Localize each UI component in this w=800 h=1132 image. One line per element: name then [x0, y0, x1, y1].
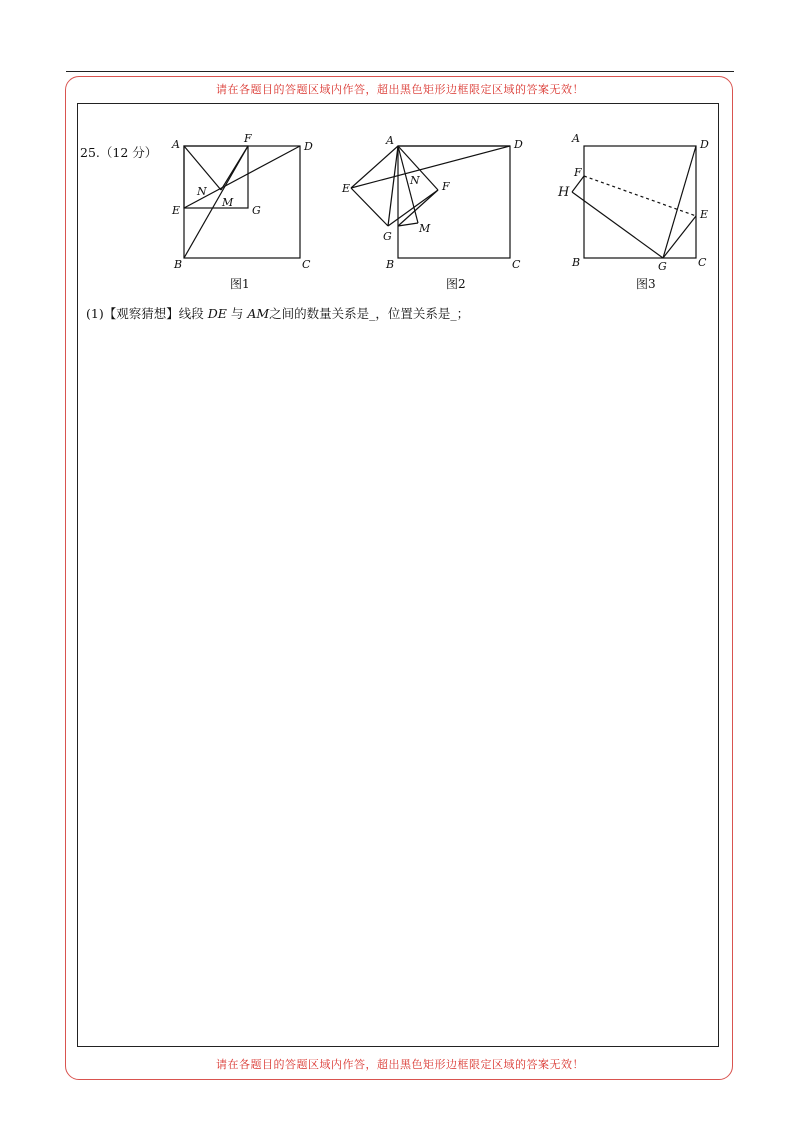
fig3-point: H — [558, 185, 570, 200]
geometry-figures — [170, 128, 710, 298]
figure-2 — [351, 146, 510, 258]
fig3-point: G — [658, 260, 667, 273]
fig2-point: N — [410, 174, 420, 187]
fig3-point: D — [700, 138, 709, 151]
fig1-point: F — [244, 132, 252, 145]
part1-suffix: 之间的数量关系是_，位置关系是_； — [269, 306, 470, 321]
fig2-caption: 图2 — [446, 277, 466, 291]
fig1-point: C — [302, 258, 311, 271]
fig2-point: A — [386, 134, 394, 147]
fig2-point: C — [512, 258, 521, 271]
fig2-point: F — [442, 180, 450, 193]
fig1-caption: 图1 — [230, 277, 250, 291]
fig3-point: E — [700, 208, 709, 221]
question-number: 25.（12 分） — [80, 145, 158, 160]
fig3-point: B — [572, 256, 581, 269]
part1-prefix: (1)【观察猜想】线段 — [86, 306, 204, 321]
warning-bottom: 请在各题目的答题区域内作答，超出黑色矩形边框限定区域的答案无效！ — [216, 1058, 584, 1071]
fig2-point: G — [383, 230, 392, 243]
figure-3 — [572, 146, 696, 258]
fig1-point: G — [252, 204, 261, 217]
warning-top: 请在各题目的答题区域内作答，超出黑色矩形边框限定区域的答案无效！ — [216, 83, 584, 96]
figure-1 — [184, 146, 300, 258]
question-part-1 — [86, 304, 469, 322]
fig1-point: N — [197, 185, 207, 198]
top-rule — [66, 71, 734, 72]
fig1-point: D — [304, 140, 313, 153]
part1-middle: 与 — [230, 306, 244, 321]
fig1-point: M — [222, 196, 234, 209]
fig3-caption: 图3 — [636, 277, 656, 291]
var-de: DE — [207, 306, 227, 321]
fig2-point: B — [386, 258, 395, 271]
fig2-point: D — [514, 138, 523, 151]
fig1-point: B — [174, 258, 183, 271]
fig3-point: C — [698, 256, 707, 269]
fig2-point: M — [419, 222, 431, 235]
fig3-point: A — [572, 132, 580, 145]
var-am: AM — [247, 306, 270, 321]
fig1-point: E — [172, 204, 181, 217]
fig1-point: A — [172, 138, 180, 151]
fig2-point: E — [342, 182, 351, 195]
fig3-point: F — [574, 166, 582, 179]
